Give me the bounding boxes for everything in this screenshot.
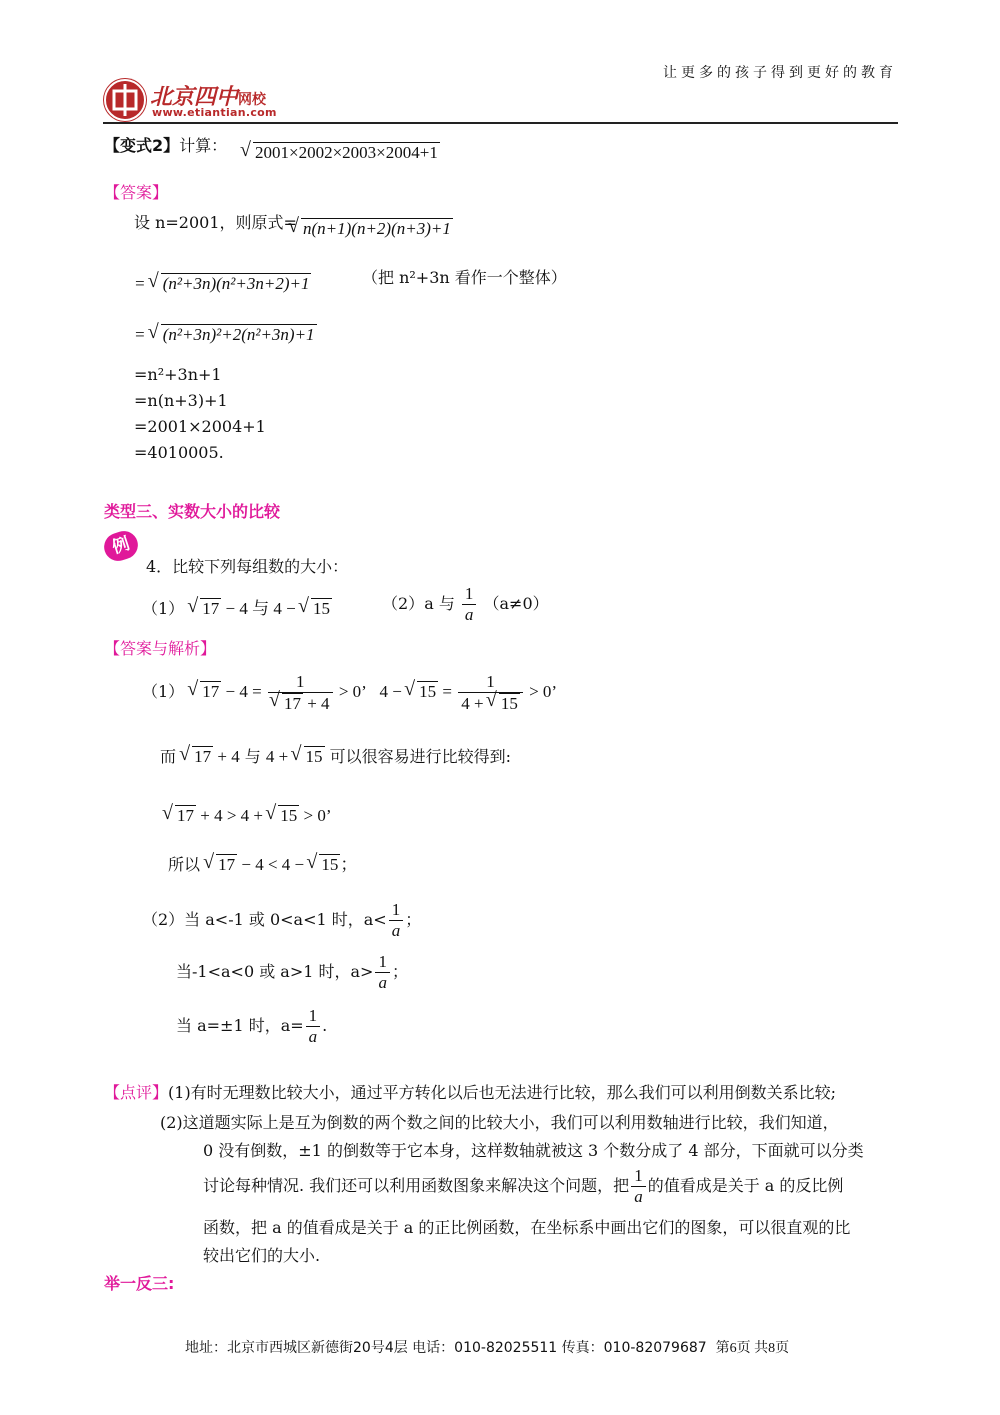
variant2-answer-label: 【答案】 bbox=[104, 183, 169, 202]
variant2-step1-text: 设 n=2001，则原式= bbox=[134, 213, 297, 232]
logo-icon bbox=[103, 78, 147, 122]
comment2-line3b: 的值看成是关于 a 的反比例 bbox=[647, 1176, 844, 1195]
logo-suffix: 网校 bbox=[238, 92, 267, 108]
comment2-line2: 0 没有倒数，±1 的倒数等于它本身，这样数轴就被这 3 个数分成了 4 部分，下面就可以分类 bbox=[203, 1141, 864, 1160]
variant2-step4: =n²+3n+1 bbox=[134, 365, 222, 384]
sol1-compare: 而 √ 17 + 4 与 4 + √ 15 可以很容易进行比较得到: bbox=[160, 744, 511, 767]
variant2-step1 bbox=[290, 218, 453, 239]
sol2-case2: 当-1<a<0 或 a>1 时，a> $\frac{1}{a}$ ； bbox=[176, 952, 408, 992]
comment1 bbox=[104, 1080, 836, 1103]
sol1-conclusion: 所以 √ 17 − 4 < 4 − √ 15 ； bbox=[168, 850, 357, 875]
section3-title: 类型三、实数大小的比较 bbox=[104, 502, 281, 521]
variant2-expression bbox=[242, 142, 440, 163]
practice-title: 举一反三: bbox=[104, 1274, 175, 1293]
part1-label: （1） bbox=[142, 599, 185, 618]
variant2-step3: = √ (n²+3n)²+2(n²+3n)+1 bbox=[134, 324, 317, 345]
sol2-case2-text: 当-1<a<0 或 a>1 时，a> bbox=[176, 962, 374, 981]
variant2-step2-note: （把 n²+3n 看作一个整体） bbox=[362, 268, 567, 287]
variant2-step2: = √ (n²+3n)(n²+3n+2)+1 bbox=[134, 273, 311, 294]
part1-expr: √ 17 − 4 与 4 − √ 15 bbox=[189, 599, 332, 618]
comment2-line1: (2)这道题实际上是互为倒数的两个数之间的比较大小，我们可以利用数轴进行比较，我们知道， bbox=[160, 1113, 839, 1132]
logo-url: www.etiantian.com bbox=[152, 106, 277, 119]
section3-question: 4．比较下列每组数的大小： bbox=[146, 557, 349, 576]
variant2-step3-rad: (n²+3n)²+2(n²+3n)+1 bbox=[162, 325, 315, 344]
variant2-prompt: 计算： bbox=[179, 136, 228, 155]
comment-label: 【点评】 bbox=[104, 1083, 169, 1102]
sol1: （1） √ 17 − 4 = 1 √ 17 + 4 > 0’ 4 − √ 15 = $\frac{1}{4 + √ 15}$ > 0’ bbox=[142, 672, 557, 714]
sol-easy: 可以很容易进行比较得到: bbox=[329, 747, 511, 766]
variant2-step1-rad: n(n+1)(n+2)(n+3)+1 bbox=[303, 219, 451, 238]
section3-answer-label: 【答案与解析】 bbox=[104, 639, 217, 658]
footer-address: 地址：北京市西城区新德街20号4层 电话：010-82025511 传真：010-82079687 bbox=[185, 1340, 707, 1356]
footer bbox=[185, 1337, 789, 1357]
sol2-case1: （2）当 a<-1 或 0<a<1 时，a< $\frac{1}{a}$ ； bbox=[142, 900, 422, 940]
comment2-line4: 函数，把 a 的值看成是关于 a 的正比例函数，在坐标系中画出它们的图象，可以很直观的比 bbox=[203, 1218, 851, 1237]
part2-label: （2） bbox=[382, 594, 425, 613]
footer-page: 第6页 共8页 bbox=[715, 1341, 790, 1356]
comment2-line5: 较出它们的大小. bbox=[203, 1246, 321, 1265]
sol1-inequality: √ 17 + 4 > 4 + √ 15 > 0’ bbox=[164, 805, 332, 826]
part2: （2）a 与 $\frac{1}{a}$ （a≠0） bbox=[382, 584, 549, 624]
sol2-case3: 当 a=±1 时，a= $\frac{1}{a}$ . bbox=[176, 1006, 328, 1046]
comment2-line3: 讨论每种情况. 我们还可以利用函数图象来解决这个问题，把 $\frac{1}{a}$ 的值看成是关于 a 的反比例 bbox=[203, 1166, 844, 1206]
variant2-label: 【变式2】 bbox=[104, 136, 180, 155]
header-slogan: 让更多的孩子得到更好的教育 bbox=[663, 65, 897, 81]
variant2-step7: =4010005. bbox=[134, 443, 224, 462]
sol-with: 与 bbox=[244, 747, 261, 766]
sol1-label: （1） bbox=[142, 681, 185, 701]
part2-cond: （a≠0） bbox=[483, 594, 549, 613]
comment1-text: (1)有时无理数比较大小，通过平方转化以后也无法进行比较，那么我们可以利用倒数关系比较; bbox=[168, 1083, 837, 1102]
example-badge: 例 bbox=[101, 527, 142, 564]
variant2-step2-rad: (n²+3n)(n²+3n+2)+1 bbox=[162, 274, 310, 293]
header-divider bbox=[103, 122, 898, 124]
sol2-case3-text: 当 a=±1 时，a= bbox=[176, 1016, 304, 1035]
sol2-case1-text: （2）当 a<-1 或 0<a<1 时，a< bbox=[142, 910, 387, 929]
variant2-step5: =n(n+3)+1 bbox=[134, 391, 228, 410]
part1 bbox=[142, 594, 332, 619]
comment2-line3a: 讨论每种情况. 我们还可以利用函数图象来解决这个问题，把 bbox=[203, 1176, 630, 1195]
variant2-step6: =2001×2004+1 bbox=[134, 417, 266, 436]
part2-text: a 与 bbox=[424, 594, 455, 613]
sol-and: 而 bbox=[160, 747, 177, 766]
variant2-expression-rad: 2001×2002×2003×2004+1 bbox=[255, 143, 438, 162]
sol-therefore: 所以 bbox=[168, 855, 201, 874]
variant2-line bbox=[104, 133, 227, 156]
logo-name-text: 北京四中 bbox=[150, 85, 239, 110]
